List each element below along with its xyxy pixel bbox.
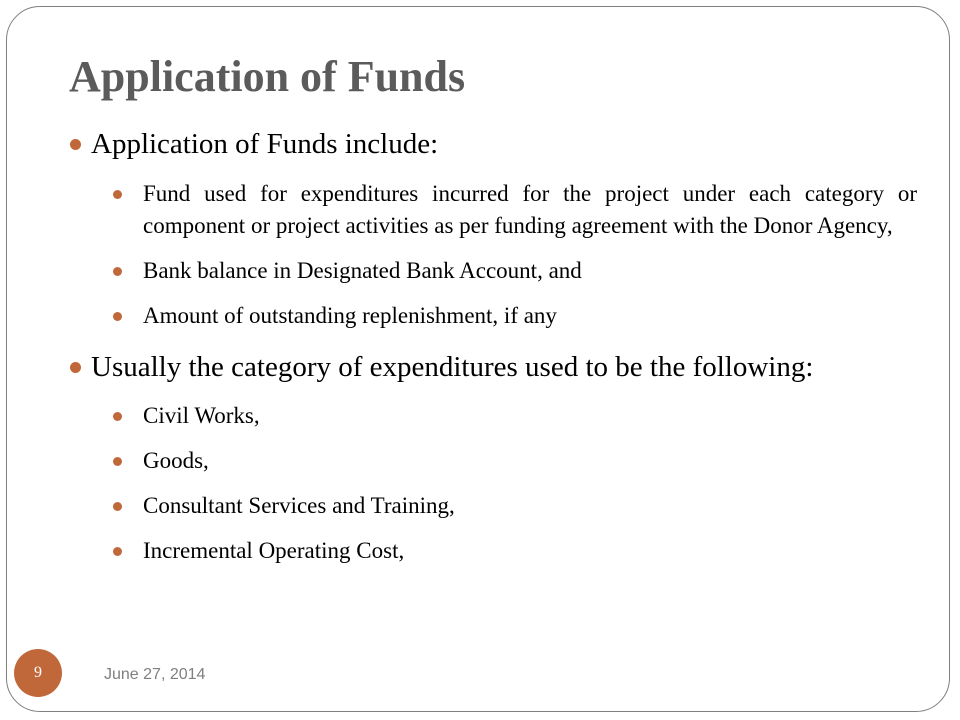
bullet-point-expenditure-categories: [69, 348, 917, 386]
slide-frame: [6, 6, 950, 712]
sub-bullet-fund-used: [69, 178, 917, 242]
sub-bullet-text: Amount of outstanding replenishment, if any: [143, 303, 557, 328]
bullet-icon: [70, 139, 81, 150]
sub-bullet-text: Consultant Services and Training,: [143, 493, 455, 518]
sub-bullet-icon: [113, 547, 122, 556]
sub-bullet-text: Civil Works,: [143, 403, 260, 428]
sub-bullet-goods: [69, 445, 917, 477]
slide-content: [69, 125, 917, 567]
sub-bullet-incremental-operating-cost: [69, 535, 917, 567]
sub-bullet-icon: [113, 267, 122, 276]
sub-bullet-icon: [113, 457, 122, 466]
sub-bullet-consultant-services: [69, 490, 917, 522]
slide-title: Application of Funds: [69, 52, 466, 101]
bullet-text: Application of Funds include:: [91, 128, 439, 160]
sub-bullet-outstanding-replenishment: [69, 300, 917, 332]
bullet-icon: [70, 362, 81, 373]
footer-date: June 27, 2014: [104, 666, 206, 683]
sub-bullet-text: Bank balance in Designated Bank Account, and: [143, 258, 582, 283]
sub-bullet-text: Goods,: [143, 448, 209, 473]
sub-bullet-icon: [113, 412, 122, 421]
bullet-text: Usually the category of expenditures used to be the following:: [91, 351, 814, 383]
sub-bullet-icon: [113, 312, 122, 321]
sub-bullet-civil-works: [69, 400, 917, 432]
sub-bullet-icon: [113, 190, 122, 199]
bullet-point-application-of-funds: [69, 125, 917, 163]
sub-bullet-text: Fund used for expenditures incurred for the project under each category or component or project activities as per funding agreement with the Donor Agency,: [143, 181, 917, 238]
page-number-badge: 9: [14, 649, 62, 697]
sub-bullet-bank-balance: [69, 255, 917, 287]
sub-bullet-icon: [113, 502, 122, 511]
sub-bullet-text: Incremental Operating Cost,: [143, 538, 405, 563]
